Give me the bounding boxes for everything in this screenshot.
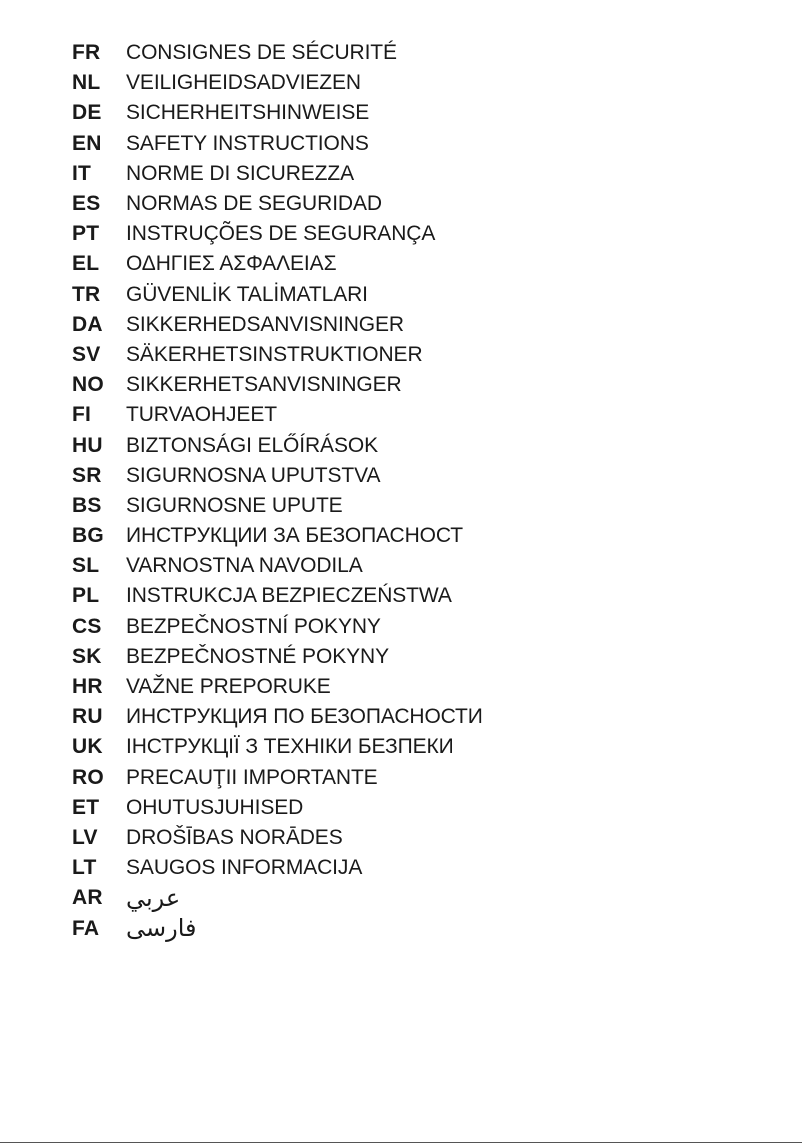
language-code: CS [72, 614, 102, 638]
safety-title: ІНСТРУКЦІЇ З ТЕХНІКИ БЕЗПЕКИ [126, 735, 454, 759]
language-code: IT [72, 161, 92, 185]
language-code: DA [72, 312, 103, 336]
safety-title: ИНСТРУКЦИЯ ПО БЕЗОПАСНОСТИ [126, 705, 483, 729]
language-row-no [72, 370, 483, 400]
language-row-fa [72, 913, 483, 943]
safety-title: INSTRUÇÕES DE SEGURANÇA [126, 222, 436, 246]
language-row-fr [72, 38, 483, 68]
safety-title: BEZPEČNOSTNÍ POKYNY [126, 614, 381, 638]
language-row-hr [72, 672, 483, 702]
safety-title: NORMAS DE SEGURIDAD [126, 192, 382, 216]
language-row-de [72, 98, 483, 128]
language-row-da [72, 310, 483, 340]
safety-instructions-language-list [72, 38, 483, 944]
language-row-bs [72, 491, 483, 521]
safety-title: BEZPEČNOSTNÉ POKYNY [126, 644, 389, 668]
language-code: SR [72, 463, 102, 487]
language-row-sl [72, 551, 483, 581]
language-row-nl [72, 68, 483, 98]
language-code: EL [72, 252, 100, 276]
safety-title: VAŽNE PREPORUKE [126, 675, 331, 699]
language-row-lv [72, 823, 483, 853]
safety-title: عربي [126, 884, 181, 912]
language-row-lt [72, 853, 483, 883]
language-code: HR [72, 675, 103, 699]
safety-title: VEILIGHEIDSADVIEZEN [126, 71, 361, 95]
language-row-pl [72, 581, 483, 611]
language-code: SV [72, 342, 101, 366]
safety-title: TURVAOHJEET [126, 403, 277, 427]
safety-title: ИНСТРУКЦИИ ЗА БЕЗОПАСНОСТ [126, 524, 463, 548]
safety-title: DROŠĪBAS NORĀDES [126, 825, 343, 849]
language-code: NO [72, 373, 104, 397]
safety-title: SIGURNOSNE UPUTE [126, 493, 343, 517]
language-row-el [72, 249, 483, 279]
language-code: UK [72, 735, 103, 759]
safety-title: ΟΔΗΓΙΕΣ ΑΣΦΑΛΕΙΑΣ [126, 252, 337, 276]
language-code: SK [72, 644, 102, 668]
language-row-uk [72, 732, 483, 762]
language-code: FA [72, 916, 100, 940]
language-row-sr [72, 461, 483, 491]
safety-title: SIGURNOSNA UPUTSTVA [126, 463, 381, 487]
language-row-fi [72, 400, 483, 430]
safety-title: فارسی [126, 915, 197, 943]
safety-title: PRECAUŢII IMPORTANTE [126, 765, 378, 789]
language-row-ro [72, 763, 483, 793]
language-code: FR [72, 41, 101, 65]
safety-title: GÜVENLİK TALİMATLARI [126, 282, 368, 306]
language-code: ES [72, 192, 101, 216]
language-row-es [72, 189, 483, 219]
safety-title: OHUTUSJUHISED [126, 795, 304, 819]
safety-title: SAFETY INSTRUCTIONS [126, 131, 369, 155]
language-row-bg [72, 521, 483, 551]
safety-title: INSTRUKCJA BEZPIECZEŃSTWA [126, 584, 452, 608]
safety-title: SIKKERHETSANVISNINGER [126, 373, 402, 397]
language-code: ET [72, 795, 100, 819]
language-row-sv [72, 340, 483, 370]
language-row-en [72, 129, 483, 159]
language-code: DE [72, 101, 102, 125]
language-code: FI [72, 403, 92, 427]
language-row-hu [72, 430, 483, 460]
language-code: AR [72, 886, 103, 910]
language-row-tr [72, 280, 483, 310]
language-code: PT [72, 222, 100, 246]
safety-title: CONSIGNES DE SÉCURITÉ [126, 41, 397, 65]
language-code: HU [72, 433, 103, 457]
language-row-cs [72, 612, 483, 642]
safety-title: SÄKERHETSINSTRUKTIONER [126, 342, 423, 366]
safety-title: BIZTONSÁGI ELŐÍRÁSOK [126, 433, 379, 457]
language-code: LV [72, 825, 98, 849]
safety-title: SAUGOS INFORMACIJA [126, 856, 363, 880]
language-code: PL [72, 584, 100, 608]
language-code: BS [72, 493, 102, 517]
safety-title: SIKKERHEDSANVISNINGER [126, 312, 404, 336]
language-code: BG [72, 524, 104, 548]
language-row-pt [72, 219, 483, 249]
language-code: LT [72, 856, 97, 880]
language-row-et [72, 793, 483, 823]
language-code: TR [72, 282, 101, 306]
language-row-sk [72, 642, 483, 672]
safety-title: NORME DI SICUREZZA [126, 161, 355, 185]
safety-title: SICHERHEITSHINWEISE [126, 101, 370, 125]
language-row-ru [72, 702, 483, 732]
language-code: RO [72, 765, 104, 789]
language-code: EN [72, 131, 102, 155]
language-code: RU [72, 705, 103, 729]
safety-title: VARNOSTNA NAVODILA [126, 554, 363, 578]
language-row-it [72, 159, 483, 189]
language-row-ar [72, 883, 483, 913]
language-code: SL [72, 554, 100, 578]
language-code: NL [72, 71, 101, 95]
